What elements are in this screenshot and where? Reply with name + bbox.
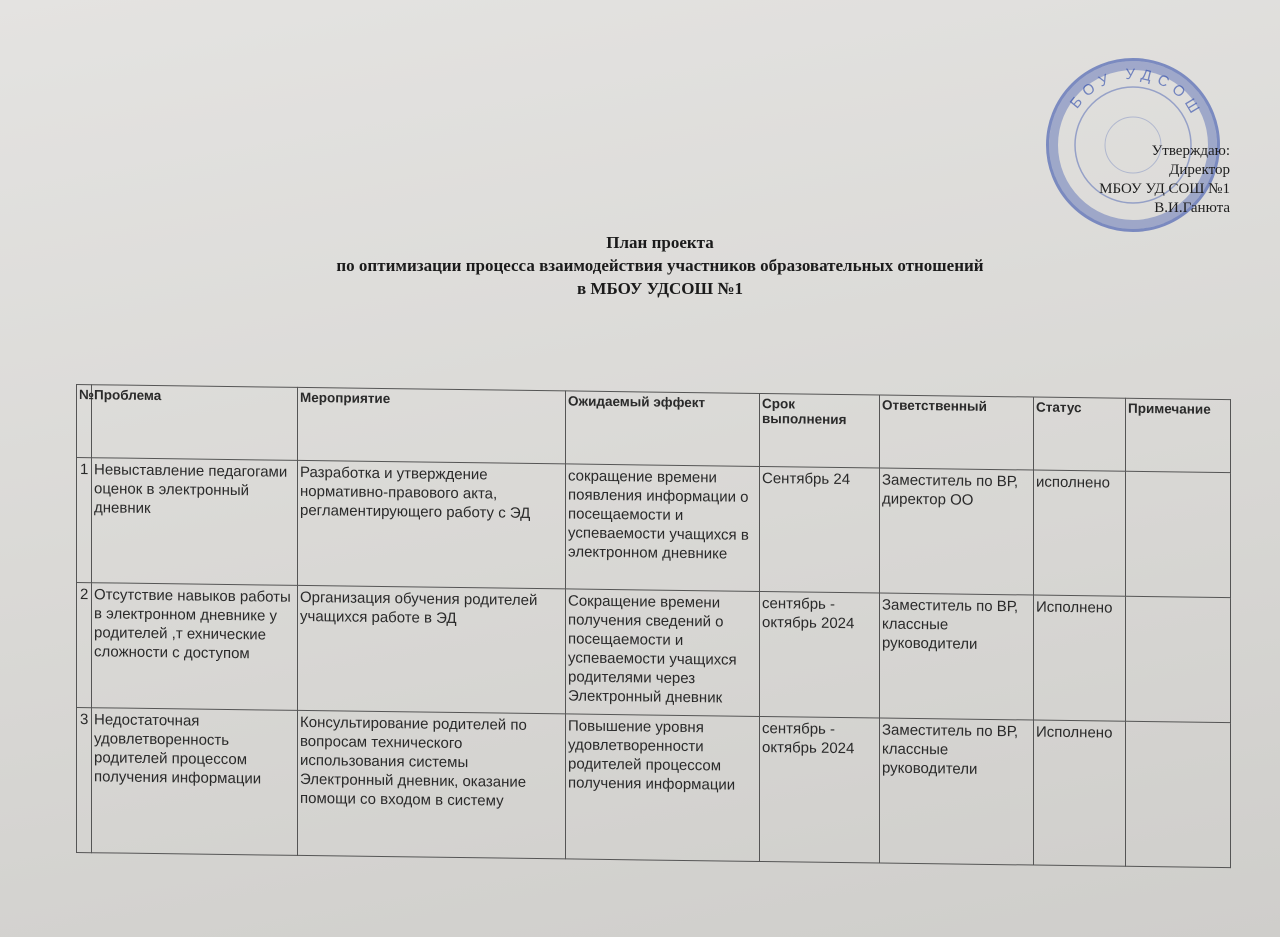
table-row — [77, 583, 1231, 723]
approval-organization: МБОУ УД СОШ №1 — [1099, 181, 1230, 197]
header-deadline: Срок выполнения — [760, 393, 880, 468]
title-line-2: по оптимизации процесса взаимодействия участников образовательных отношений — [336, 256, 984, 275]
cell-effect: Сокращение времени получения сведений о посещаемости и успеваемости учащихся родителями через Электронный дневник — [566, 589, 760, 717]
cell-problem: Недостаточная удовлетворенность родителей процессом получения информации — [92, 708, 298, 856]
header-problem: Проблема — [92, 385, 298, 461]
header-responsible: Ответственный — [880, 395, 1034, 470]
header-number: № — [77, 385, 92, 458]
cell-action: Организация обучения родителей учащихся работе в ЭД — [298, 585, 566, 714]
svg-text:БОУ УДСОШ: БОУ УДСОШ — [1066, 65, 1206, 122]
cell-note — [1126, 471, 1231, 597]
document-title — [180, 231, 1140, 300]
approval-signatory: В.И.Ганюта — [1154, 200, 1230, 216]
cell-deadline: Сентябрь 24 — [760, 466, 880, 593]
cell-action: Консультирование родителей по вопросам технического использования системы Электронный дневник, оказание помощи со входом в систему — [298, 710, 566, 859]
cell-problem: Отсутствие навыков работы в электронном дневнике у родителей ,т ехнические сложности с доступом — [92, 583, 298, 711]
header-effect: Ожидаемый эффект — [566, 391, 760, 467]
cell-note — [1126, 596, 1231, 722]
cell-effect: Повышение уровня удовлетворенности родителей процессом получения информации — [566, 714, 760, 862]
cell-deadline: сентябрь - октябрь 2024 — [760, 716, 880, 863]
header-status: Статус — [1034, 397, 1126, 471]
cell-problem: Невыставление педагогами оценок в электронный дневник — [92, 458, 298, 586]
cell-status: исполнено — [1034, 470, 1126, 596]
approval-label: Утверждаю: — [1151, 143, 1230, 159]
cell-number: 2 — [77, 583, 92, 708]
cell-status: Исполнено — [1034, 595, 1126, 721]
approval-position: Директор — [1169, 162, 1230, 178]
cell-number: 1 — [77, 458, 92, 583]
header-note: Примечание — [1126, 398, 1231, 472]
cell-action: Разработка и утверждение нормативно-правового акта, регламентирующего работу с ЭД — [298, 460, 566, 589]
cell-responsible: Заместитель по ВР, классные руководители — [880, 718, 1034, 865]
header-action: Мероприятие — [298, 387, 566, 464]
cell-number: 3 — [77, 708, 92, 853]
approval-block — [1060, 142, 1230, 218]
cell-note — [1126, 721, 1231, 867]
cell-status: Исполнено — [1034, 720, 1126, 866]
title-line-3: в МБОУ УДСОШ №1 — [576, 279, 744, 298]
cell-responsible: Заместитель по ВР, классные руководители — [880, 593, 1034, 720]
cell-effect: сокращение времени появления информации о посещаемости и успеваемости учащихся в электронном дневнике — [566, 464, 760, 592]
table-row — [77, 458, 1231, 598]
table-row — [77, 708, 1231, 868]
plan-table — [76, 384, 1231, 868]
cell-responsible: Заместитель по ВР, директор ОО — [880, 468, 1034, 595]
title-line-1: План проекта — [606, 233, 714, 252]
cell-deadline: сентябрь - октябрь 2024 — [760, 591, 880, 718]
